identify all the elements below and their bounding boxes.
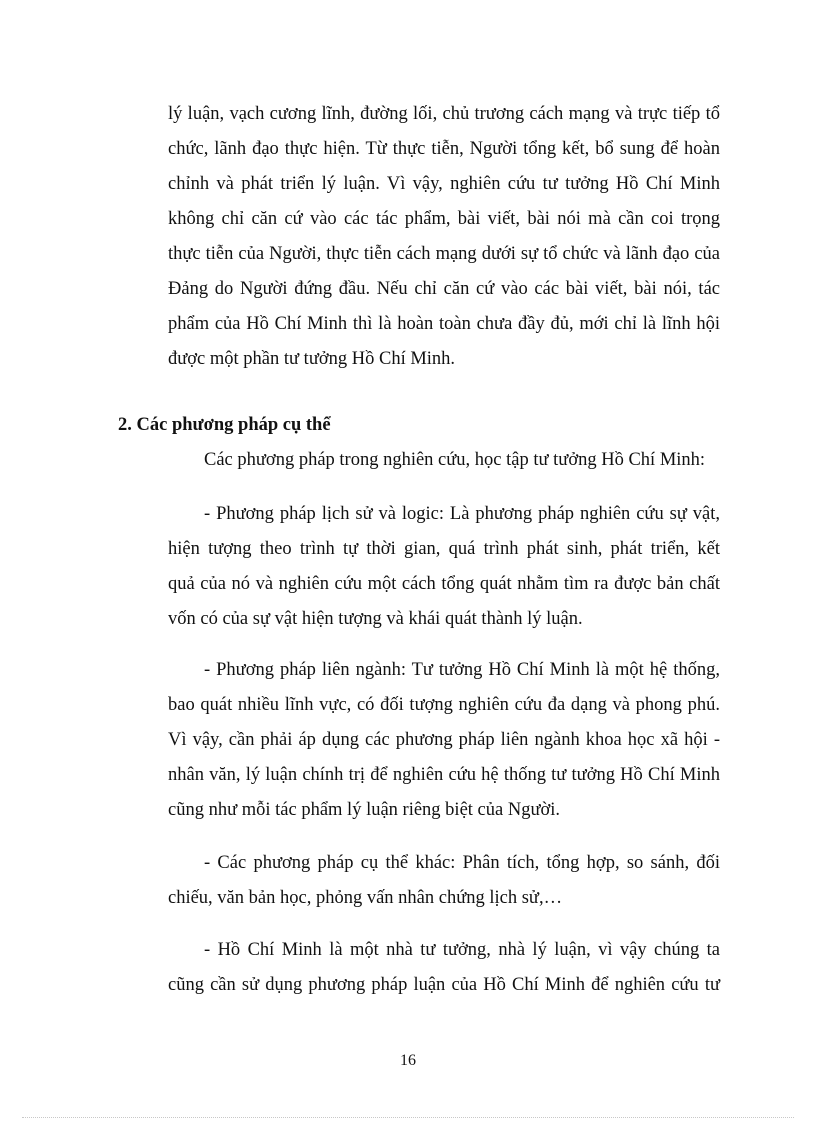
- method-history-logic-line: - Phương pháp lịch sử và logic: Là phương pháp nghiên cứu sự vật,: [204, 504, 720, 524]
- paragraph-line: thực tiễn của Người, thực tiễn cách mạng dưới sự tổ chức và lãnh đạo của: [168, 244, 720, 264]
- paragraph-line: Đảng do Người đứng đầu. Nếu chỉ căn cứ vào các bài viết, bài nói, tác: [168, 279, 720, 299]
- page-number: 16: [400, 1052, 416, 1069]
- intro-line: Các phương pháp trong nghiên cứu, học tập tư tưởng Hồ Chí Minh:: [204, 450, 706, 470]
- method-interdisciplinary-line: bao quát nhiều lĩnh vực, có đối tượng nghiên cứu đa dạng và phong phú.: [168, 695, 720, 715]
- page-break-divider: [22, 1117, 794, 1118]
- method-interdisciplinary-line: Vì vậy, cần phải áp dụng các phương pháp liên ngành khoa học xã hội -: [168, 730, 720, 750]
- method-interdisciplinary-line: cũng như mỗi tác phẩm lý luận riêng biệt của Người.: [168, 800, 561, 820]
- paragraph-line: được một phần tư tưởng Hồ Chí Minh.: [168, 349, 456, 369]
- method-interdisciplinary-line: nhân văn, lý luận chính trị để nghiên cứu hệ thống tư tưởng Hồ Chí Minh: [168, 765, 720, 785]
- paragraph-line: phẩm của Hồ Chí Minh thì là hoàn toàn chưa đầy đủ, mới chỉ là lĩnh hội: [168, 314, 720, 334]
- method-other-line: - Các phương pháp cụ thể khác: Phân tích, tổng hợp, so sánh, đối: [204, 853, 720, 873]
- paragraph-line: chức, lãnh đạo thực hiện. Từ thực tiễn, Người tổng kết, bổ sung để hoàn: [168, 139, 720, 159]
- paragraph-line: không chỉ căn cứ vào các tác phẩm, bài viết, bài nói mà cần coi trọng: [168, 209, 720, 229]
- method-hcm-line: - Hồ Chí Minh là một nhà tư tưởng, nhà lý luận, vì vậy chúng ta: [204, 940, 720, 960]
- paragraph-line: lý luận, vạch cương lĩnh, đường lối, chủ trương cách mạng và trực tiếp tổ: [168, 104, 720, 124]
- method-history-logic-line: vốn có của sự vật hiện tượng và khái quát thành lý luận.: [168, 609, 583, 629]
- method-history-logic-line: quả của nó và nghiên cứu một cách tổng quát nhằm tìm ra được bản chất: [168, 574, 720, 594]
- method-interdisciplinary-line: - Phương pháp liên ngành: Tư tưởng Hồ Chí Minh là một hệ thống,: [204, 660, 720, 680]
- method-history-logic-line: hiện tượng theo trình tự thời gian, quá trình phát sinh, phát triển, kết: [168, 539, 720, 559]
- method-hcm-line: cũng cần sử dụng phương pháp luận của Hồ Chí Minh để nghiên cứu tư: [168, 975, 720, 995]
- method-other-line: chiếu, văn bản học, phỏng vấn nhân chứng lịch sử,…: [168, 888, 563, 908]
- paragraph-line: chỉnh và phát triển lý luận. Vì vậy, nghiên cứu tư tưởng Hồ Chí Minh: [168, 174, 720, 194]
- section-heading: 2. Các phương pháp cụ thể: [118, 415, 331, 435]
